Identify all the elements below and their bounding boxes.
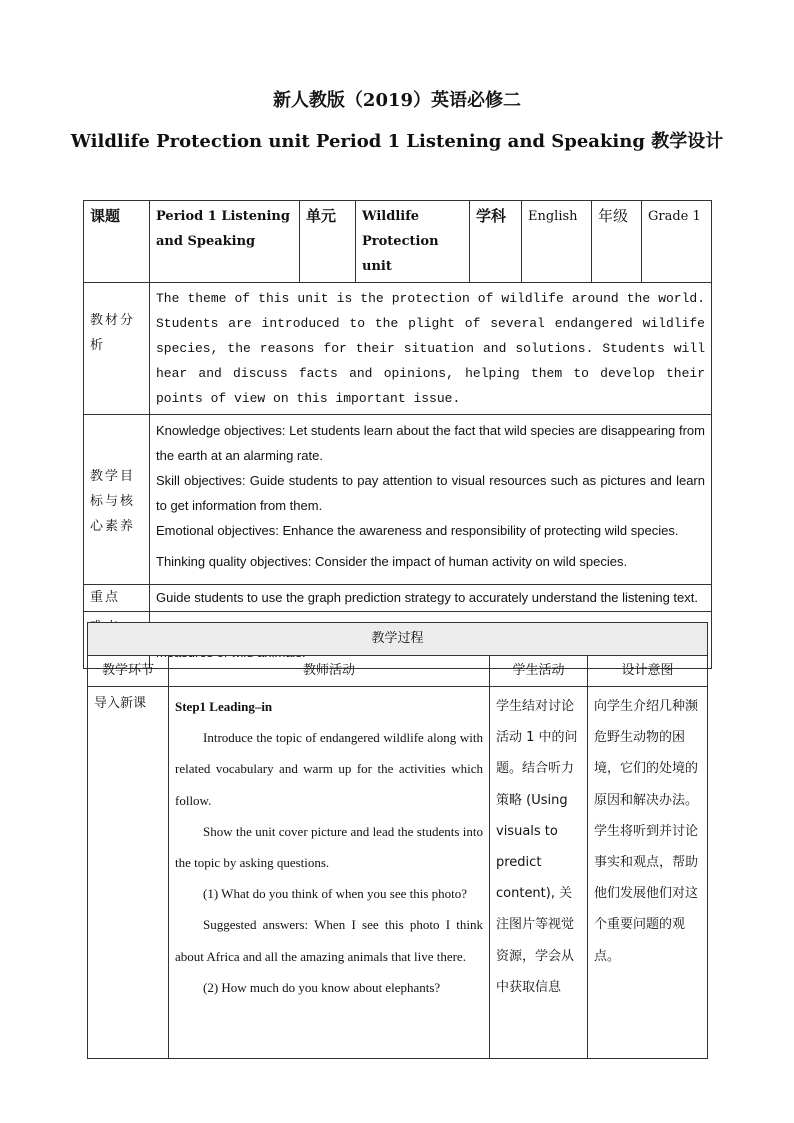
- teaching-process-table: [87, 622, 708, 1059]
- analysis-label: 教材分析: [84, 283, 150, 415]
- subject-value: English: [522, 201, 592, 283]
- student-activity: 学生结对讨论活动 1 中的问题。结合听力策略 (Using visuals to predict content), 关注图片等视觉资源，学会从中获取信息: [490, 687, 588, 1059]
- key-point-label: 重点: [84, 585, 150, 612]
- document-title: 新人教版（2019）英语必修二: [272, 90, 522, 111]
- teacher-paragraph: Show the unit cover picture and lead the students into the topic by asking questions.: [175, 823, 483, 871]
- col-stage: 教学环节: [88, 656, 169, 687]
- topic-value: Period 1 Listening and Speaking: [150, 201, 300, 283]
- stage-cell: 导入新课: [88, 687, 169, 1059]
- grade-value: Grade 1: [642, 201, 712, 283]
- process-header: 教学过程: [88, 623, 708, 656]
- teacher-paragraph: (2) How much do you know about elephants?: [203, 979, 441, 995]
- unit-value: Wildlife Protection unit: [356, 201, 470, 283]
- teacher-paragraph: Suggested answers: When I see this photo I think about Africa and all the amazing animals that live there.: [175, 917, 483, 964]
- col-design-intent: 设计意图: [588, 656, 708, 687]
- objective-skill: Skill objectives: Guide students to pay attention to visual resources such as pictures and learn to get information from them.: [156, 473, 705, 513]
- objectives-label: 教学目标与核心素养: [84, 415, 150, 585]
- objective-emotional: Emotional objectives: Enhance the awareness and responsibility of protecting wild species.: [156, 523, 679, 538]
- grade-label: 年级: [592, 201, 642, 283]
- analysis-text: The theme of this unit is the protection of wildlife around the world. Students are introduced to the plight of several endangered wildlife species, the reasons for their situation and solutions. Students will hear and discuss facts and opinions, helping them to develop their points of view on this important issue.: [150, 283, 712, 415]
- teacher-paragraph: (1) What do you think of when you see this photo?: [203, 886, 468, 902]
- subject-label: 学科: [470, 201, 522, 283]
- objectives-list: [150, 415, 712, 585]
- course-info-table: [83, 200, 712, 669]
- step-title: Step1 Leading–in: [175, 699, 273, 714]
- design-intent: 向学生介绍几种濒危野生动物的困境，它们的处境的原因和解决办法。学生将听到并讨论事实和观点，帮助他们发展他们对这个重要问题的观点。: [588, 687, 708, 1059]
- teacher-paragraph: Introduce the topic of endangered wildlife along with related vocabulary and warm up for the activities which follow.: [175, 730, 483, 808]
- col-teacher-activity: 教师活动: [169, 656, 490, 687]
- key-point-text: Guide students to use the graph prediction strategy to accurately understand the listening text.: [150, 585, 712, 612]
- objective-thinking: Thinking quality objectives: Consider the impact of human activity on wild species.: [156, 554, 628, 569]
- topic-label: 课题: [84, 201, 150, 283]
- teacher-activity: [169, 687, 490, 1059]
- document-subtitle: Wildlife Protection unit Period 1 Listening and Speaking 教学设计: [70, 131, 724, 152]
- col-student-activity: 学生活动: [490, 656, 588, 687]
- unit-label: 单元: [300, 201, 356, 283]
- objective-knowledge: Knowledge objectives: Let students learn about the fact that wild species are disappearing from the earth at an alarming rate.: [156, 423, 705, 463]
